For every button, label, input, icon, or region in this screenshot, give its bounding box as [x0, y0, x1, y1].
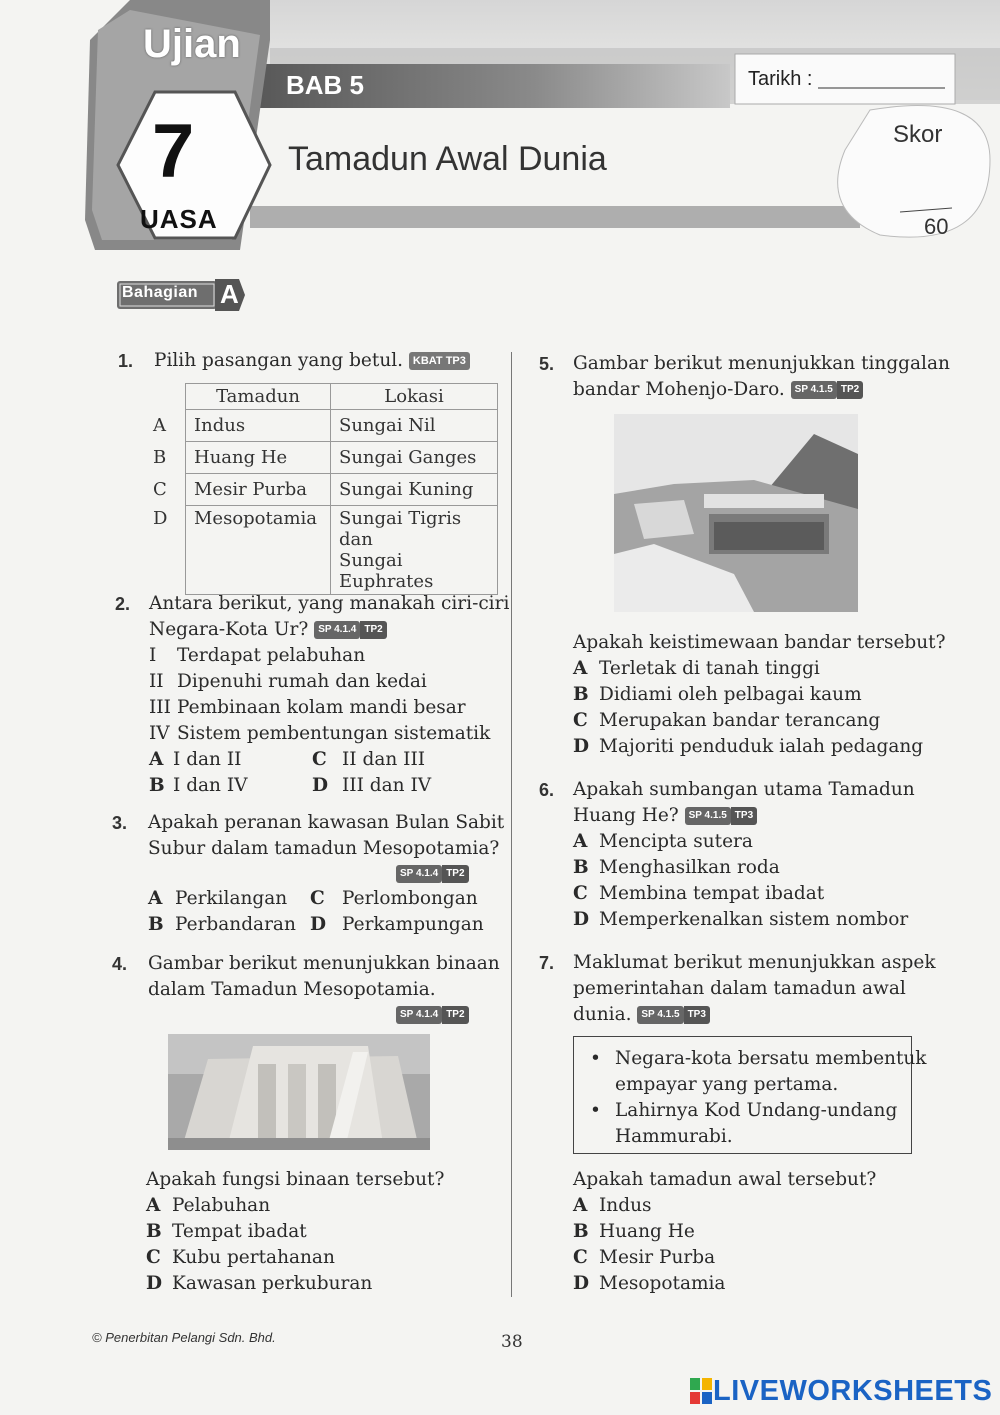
q1-number: 1. — [118, 351, 134, 371]
q7-option-d[interactable]: D Mesopotamia — [573, 1273, 726, 1294]
q5-option-c[interactable]: C Merupakan bandar terancang — [573, 710, 881, 731]
liveworksheets-watermark[interactable]: LIVEWORKSHEETS — [713, 1375, 993, 1407]
q5-option-a[interactable]: A Terletak di tanah tinggi — [573, 658, 820, 679]
q7-option-c[interactable]: C Mesir Purba — [573, 1247, 716, 1268]
ujian-label: Ujian — [143, 22, 241, 66]
q4-option-c[interactable]: C Kubu pertahanan — [146, 1247, 335, 1268]
q4-tags — [396, 1004, 469, 1024]
q4-option-d[interactable]: D Kawasan perkuburan — [146, 1273, 373, 1294]
section-label: Bahagian — [122, 284, 199, 301]
q1-tag: KBAT TP3 — [409, 352, 470, 370]
q2-option-b[interactable]: B I dan IV — [149, 775, 248, 796]
q6-option-b[interactable]: B Menghasilkan roda — [573, 857, 780, 878]
liveworksheets-logo-icon — [690, 1378, 712, 1404]
q1-cell-lokasi: Sungai Kuning — [331, 474, 498, 506]
date-label: Tarikh : — [748, 68, 813, 90]
q4-sp-tag: SP 4.1.4 — [396, 1006, 442, 1024]
q1-cell-lokasi-multi — [331, 506, 498, 595]
q2-line1: Antara berikut, yang manakah ciri-ciri — [149, 593, 510, 614]
q5-line1: Gambar berikut menunjukkan tinggalan — [573, 353, 950, 374]
q5-sp-tag: SP 4.1.5 — [791, 381, 837, 399]
q7-line2: pemerintahan dalam tamadun awal — [573, 978, 906, 999]
q1-cell-lokasi-line2: Sungai Euphrates — [339, 550, 434, 592]
q2-option-a[interactable]: A I dan II — [149, 749, 242, 770]
q1-row-letter: D — [153, 507, 168, 529]
q7-box-bullet: • — [590, 1100, 601, 1121]
q4-option-a[interactable]: A Pelabuhan — [146, 1195, 271, 1216]
q3-number: 3. — [112, 813, 128, 833]
q2-item: I Terdapat pelabuhan — [149, 645, 366, 666]
q5-number: 5. — [539, 354, 555, 374]
q3-option-d[interactable]: D Perkampungan — [310, 914, 484, 935]
q7-box-bullet: • — [590, 1048, 601, 1069]
q6-option-c[interactable]: C Membina tempat ibadat — [573, 883, 825, 904]
q1-row-letter: A — [153, 415, 166, 436]
q7-question: Apakah tamadun awal tersebut? — [573, 1169, 877, 1190]
chapter-label: BAB 5 — [286, 70, 365, 100]
q7-box-item1-line1: Negara-kota bersatu membentuk — [615, 1048, 927, 1069]
q1-table-wrap — [145, 383, 498, 595]
q5-question: Apakah keistimewaan bandar tersebut? — [573, 632, 946, 653]
q7-box-item1-line2: empayar yang pertama. — [615, 1074, 839, 1095]
q5-option-d[interactable]: D Majoriti penduduk ialah pedagang — [573, 736, 924, 757]
q3-option-c[interactable]: C Perlombongan — [310, 888, 478, 909]
q1-header-lokasi: Lokasi — [331, 384, 498, 410]
q3-line1: Apakah peranan kawasan Bulan Sabit — [148, 812, 505, 833]
q1-cell-lokasi: Sungai Nil — [331, 410, 498, 442]
q4-option-b[interactable]: B Tempat ibadat — [146, 1221, 307, 1242]
q7-option-b[interactable]: B Huang He — [573, 1221, 695, 1242]
q2-option-d[interactable]: D III dan IV — [312, 775, 432, 796]
mohenjo-daro-photo — [614, 414, 858, 612]
q1-cell-tamadun: Huang He — [186, 442, 331, 474]
q7-box-item2-line1: Lahirnya Kod Undang-undang — [615, 1100, 898, 1121]
score-total: 60 — [924, 214, 949, 239]
q6-option-d[interactable]: D Memperkenalkan sistem nombor — [573, 909, 909, 930]
q6-tp-tag: TP3 — [731, 807, 757, 825]
q1-cell-tamadun: Indus — [186, 410, 331, 442]
q3-tp-tag: TP2 — [442, 865, 468, 883]
q4-tp-tag: TP2 — [442, 1006, 468, 1024]
q4-number: 4. — [112, 954, 128, 974]
q2-item: II Dipenuhi rumah dan kedai — [149, 671, 427, 692]
q3-sp-tag: SP 4.1.4 — [396, 865, 442, 883]
q7-box-item2-line2: Hammurabi. — [615, 1126, 733, 1147]
q2-tp-tag: TP2 — [360, 621, 386, 639]
q4-line2: dalam Tamadun Mesopotamia. — [148, 979, 436, 1000]
ziggurat-photo — [168, 1034, 430, 1150]
q5-line2: bandar Mohenjo-Daro. SP 4.1.5 TP2 — [573, 377, 863, 403]
q1-cell-lokasi: Sungai Ganges — [331, 442, 498, 474]
q2-sp-tag: SP 4.1.4 — [314, 621, 360, 639]
q1-cell-tamadun: Mesopotamia — [186, 506, 331, 595]
publisher-credit: © Penerbitan Pelangi Sdn. Bhd. — [92, 1330, 276, 1345]
q3-tags — [396, 863, 469, 883]
q6-number: 6. — [539, 780, 555, 800]
page-number: 38 — [501, 1332, 523, 1352]
q2-item: IV Sistem pembentungan sistematik — [149, 723, 491, 744]
q3-option-b[interactable]: B Perbandaran — [148, 914, 296, 935]
q1-cell-tamadun: Mesir Purba — [186, 474, 331, 506]
q1-text: Pilih pasangan yang betul. KBAT TP3 — [154, 348, 470, 374]
q6-sp-tag: SP 4.1.5 — [685, 807, 731, 825]
q7-tp-tag: TP3 — [684, 1006, 710, 1024]
q7-option-a[interactable]: A Indus — [573, 1195, 652, 1216]
page-title: Tamadun Awal Dunia — [288, 140, 607, 178]
q3-line2: Subur dalam tamadun Mesopotamia? — [148, 838, 500, 859]
uasa-label: UASA — [140, 204, 218, 234]
q1-row-letter: B — [153, 447, 167, 468]
q6-option-a[interactable]: A Mencipta sutera — [573, 831, 753, 852]
q2-line2: Negara-Kota Ur? SP 4.1.4 TP2 — [149, 617, 387, 643]
q7-sp-tag: SP 4.1.5 — [637, 1006, 683, 1024]
q7-line1: Maklumat berikut menunjukkan aspek — [573, 952, 936, 973]
q4-line1: Gambar berikut menunjukkan binaan — [148, 953, 500, 974]
q5-option-b[interactable]: B Didiami oleh pelbagai kaum — [573, 684, 862, 705]
q2-number: 2. — [115, 594, 131, 614]
q6-line2: Huang He? SP 4.1.5 TP3 — [573, 803, 757, 829]
q2-item: III Pembinaan kolam mandi besar — [149, 697, 466, 718]
q1-row-letter: C — [153, 479, 167, 500]
test-number: 7 — [152, 109, 195, 194]
score-label: Skor — [893, 121, 943, 148]
q4-question: Apakah fungsi binaan tersebut? — [146, 1169, 445, 1190]
q5-tp-tag: TP2 — [837, 381, 863, 399]
q6-line1: Apakah sumbangan utama Tamadun — [573, 779, 915, 800]
section-letter: A — [220, 279, 239, 309]
column-divider — [511, 352, 512, 1297]
q2-option-c[interactable]: C II dan III — [312, 749, 426, 770]
q1-header-tamadun: Tamadun — [186, 384, 331, 410]
q1-cell-lokasi-line1: Sungai Tigris dan — [339, 508, 462, 550]
q7-line3: dunia. SP 4.1.5 TP3 — [573, 1002, 710, 1028]
q7-number: 7. — [539, 953, 555, 973]
q3-option-a[interactable]: A Perkilangan — [148, 888, 288, 909]
q1-table — [145, 383, 498, 595]
